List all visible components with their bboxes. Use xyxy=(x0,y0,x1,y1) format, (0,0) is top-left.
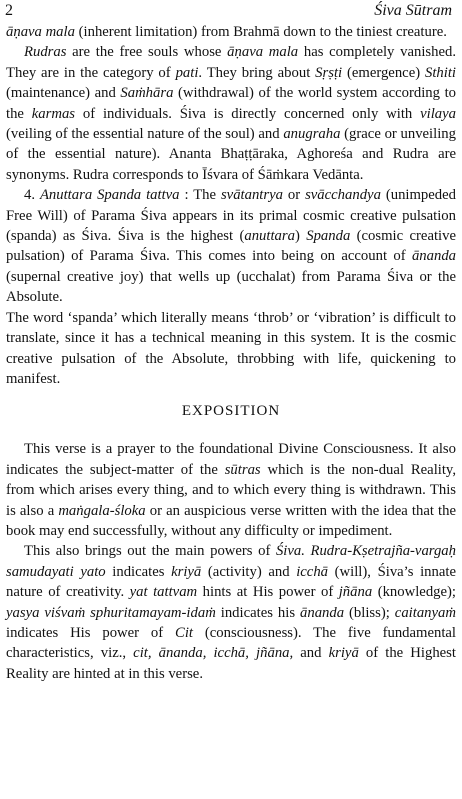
term-italic: Spanda xyxy=(306,228,351,245)
text-run: (consciousness). The five fundamental characteristics, viz., xyxy=(6,624,456,662)
section-heading-exposition: EXPOSITION xyxy=(181,403,281,420)
term-italic: ānanda xyxy=(411,248,456,265)
term-italic: āṇava mala xyxy=(227,44,299,61)
term-italic: karmas xyxy=(31,105,76,122)
term-italic: Sṛṣṭi xyxy=(315,64,343,81)
term-italic: kriyā xyxy=(328,645,359,662)
term-italic: ānanda xyxy=(300,604,345,621)
term-italic: vilaya xyxy=(420,105,456,122)
term-italic: caitanyaṁ xyxy=(394,604,456,621)
text-run: This verse is a prayer to the foundational Divine Consciousness. It also indicates the subject-matter of the xyxy=(6,441,456,478)
text-run: indicates his xyxy=(215,604,301,621)
text-run: has completely vanished. They are in the category of xyxy=(6,44,456,81)
term-italic: Sthiti xyxy=(425,64,457,81)
term-italic: svācchandya xyxy=(305,187,381,204)
term-italic: Śiva. Rudra-Kṣetrajña-vargaḥ samudayati yato xyxy=(6,543,456,580)
paragraph-rudras xyxy=(6,42,456,185)
text-run: (withdrawal) of the world system according to the xyxy=(6,85,456,122)
text-run: ) xyxy=(294,228,307,245)
term-italic: āṇava mala xyxy=(6,24,75,40)
text-run: are the free souls whose xyxy=(66,44,228,61)
running-head xyxy=(4,0,456,22)
term-italic: Cit xyxy=(175,624,194,641)
term-italic: kriyā xyxy=(171,563,202,580)
text-run: of individuals. Śiva is directly concerned only with xyxy=(75,105,421,122)
term-italic: icchā xyxy=(296,563,329,580)
text-run: or xyxy=(282,187,306,204)
term-italic: anugraha xyxy=(283,126,341,143)
text-run: hints at His power of xyxy=(197,584,339,601)
text-run: (veiling of the essential nature of the soul) and xyxy=(6,126,284,143)
text-run: (supernal creative joy) that wells up (ucchalat) from Parama Śiva or the Absolute. xyxy=(6,268,456,306)
term-italic: Anuttara Spanda tattva xyxy=(39,187,180,204)
term-italic: anuttara xyxy=(244,228,295,245)
text-run: : The xyxy=(179,187,221,204)
term-italic: yat tattvam xyxy=(129,584,198,601)
text-run: of the Highest Reality are hinted at in this verse. xyxy=(6,645,456,682)
text-run: (will), Śiva’s innate nature of creativity. xyxy=(6,563,456,601)
text-run: (maintenance) and xyxy=(6,85,121,102)
term-italic: pati xyxy=(175,64,199,81)
text-run: indicates xyxy=(105,563,172,580)
text-run: (inherent limitation) from Brahmā down to the tiniest creature. xyxy=(74,24,447,40)
text-run: which is the non-dual Reality, from which arises every thing, and to which every thing is withdrawn. This is also a xyxy=(6,461,456,519)
paragraph-exposition-powers xyxy=(6,541,456,684)
term-italic: svātantrya xyxy=(220,187,283,204)
text-run: (activity) and xyxy=(201,563,297,580)
term-italic: sūtras xyxy=(224,461,261,478)
text-run: (knowledge); xyxy=(372,584,457,601)
text-run: and xyxy=(293,645,329,662)
text-run: This also brings out the main powers of xyxy=(24,543,276,560)
text-run: (bliss); xyxy=(344,604,395,621)
text-run: or an auspicious verse written with the idea that the book may end successfully, without any difficulty or impediment. xyxy=(6,502,456,539)
term-italic: Rudras xyxy=(24,44,67,61)
paragraph-anuttara-spanda xyxy=(6,185,456,307)
text-run: indicates His power of xyxy=(6,624,176,641)
text-run: 4. xyxy=(24,187,40,204)
paragraph-spanda-word: The word ‘spanda’ which literally means ‘throb’ or ‘vibration’ is difficult to translate, since it has a technical meaning in this system. It is the cosmic creative pulsation of the Absolute, throbbing with life, quickening to manifest. xyxy=(6,309,456,387)
term-italic: jñāna xyxy=(338,584,373,601)
body-text xyxy=(4,22,456,684)
running-title: Śiva Sūtram xyxy=(374,2,452,19)
text-run: (unimpeded Free Will) of Parama Śiva appears in its primal cosmic creative pulsation (spanda) as Śiva. Śiva is the highest ( xyxy=(6,187,456,245)
text-run: (grace or unveiling of the essential nature). Ananta Bhaṭṭāraka, Aghoreśa and Rudra are synonyms. Rudra corresponds to Īśvara of Śāṁkara Vedānta. xyxy=(6,126,456,183)
paragraph-anava-mala xyxy=(6,22,456,42)
text-run: . They bring about xyxy=(198,64,316,81)
term-italic: yasya viśvaṁ sphuritamayam-idaṁ xyxy=(6,604,216,621)
text-run: (cosmic creative pulsation) of Parama Śiva. This comes into being on account of xyxy=(6,228,456,265)
page-number: 2 xyxy=(5,2,13,19)
term-italic: maṅgala-śloka xyxy=(58,502,146,519)
text-run: (emergence) xyxy=(342,64,425,81)
paragraph-exposition-prayer xyxy=(6,439,456,541)
term-italic: Saṁhāra xyxy=(120,85,174,102)
term-italic: cit, ānanda, icchā, jñāna, xyxy=(133,645,294,662)
